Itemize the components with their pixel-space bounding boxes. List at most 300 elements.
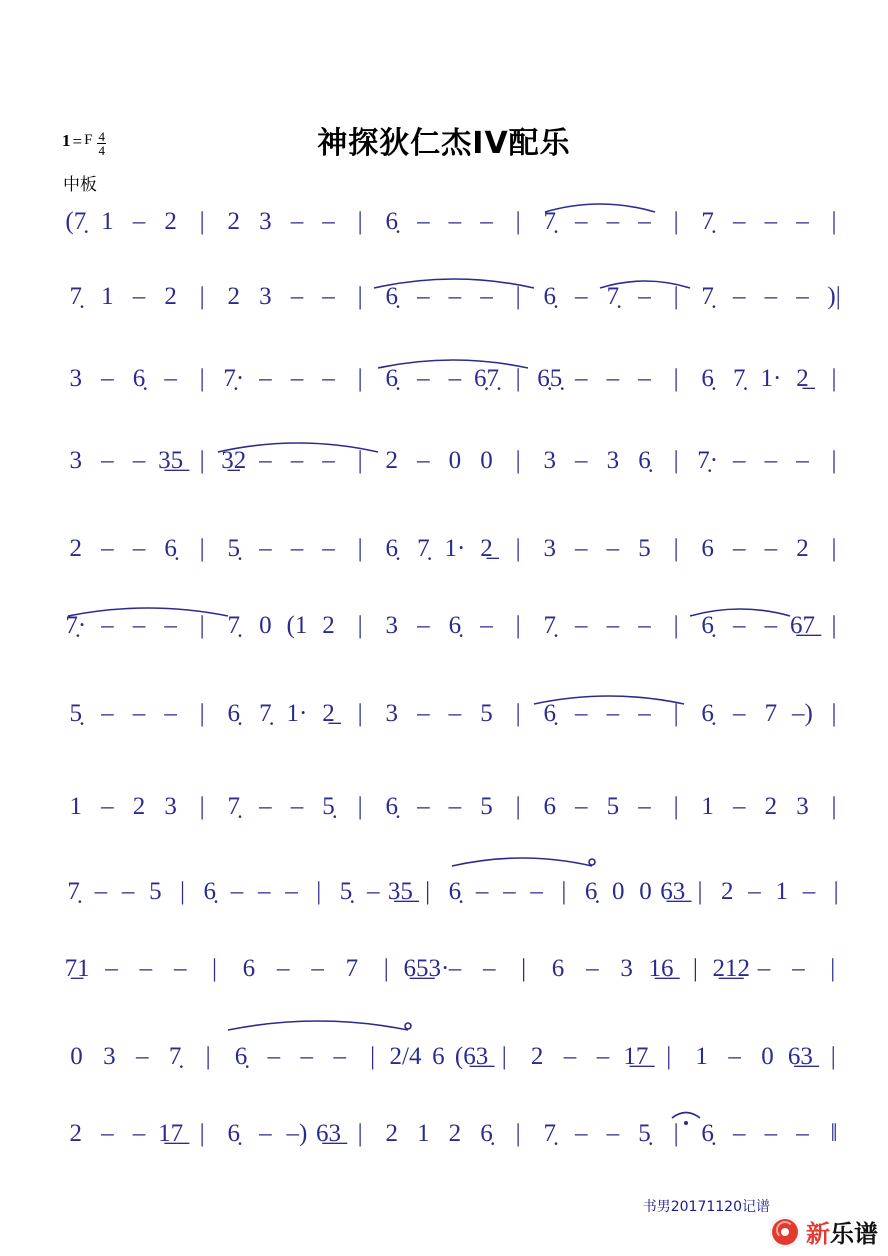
note-cell: – [259,447,272,474]
note-cell: 3 [259,283,272,310]
barline: | [515,700,521,727]
note-cell: – [575,793,588,820]
site-logo-text-right: 乐谱 [830,1220,878,1248]
note-cell: 7̣ [701,283,714,310]
key-sig-one: 1 [62,131,71,150]
barline: | [199,612,205,639]
barline: ‖ [830,1120,838,1147]
note-cell: – [575,612,588,639]
note-cell: – [575,535,588,562]
barline: | [830,955,836,982]
note-cell: 5̣ [227,535,241,562]
note-cell: – [322,283,335,310]
note-cell: 3̲2 [221,447,247,474]
barline: | [357,447,363,474]
note-cell: 1 [101,283,114,310]
note-cell: 2 [764,793,778,820]
note-cell: 7̣ [701,208,714,235]
note-cell: – [173,955,187,982]
note-cell: – [733,535,746,562]
note-cell: – [757,955,771,982]
note-cell: 3 [259,208,272,235]
note-cell: – [586,955,599,982]
note-cell: – [417,208,430,235]
barline: | [515,447,521,474]
note-cell: 5̣ [339,878,353,905]
note-cell: 1 [701,793,714,820]
note-cell: – [448,793,462,820]
note-cell: – [733,1120,746,1147]
note-cell: 6̲5̲3· [403,955,450,982]
note-cell: – [322,535,335,562]
barline: | [515,535,521,562]
note-cell: 0 [259,612,272,639]
score-line [60,283,850,327]
note-cell: 6 [551,955,565,982]
barline: | [199,1120,205,1147]
note-cell: – [132,208,146,235]
note-cell: – [606,612,620,639]
note-cell: 6 [543,793,556,820]
note-cell: – [132,1120,146,1147]
note-cell: 6 [432,1043,445,1070]
note-cell: 7 [764,700,778,727]
note-cell: – [796,208,809,235]
score-line [60,1120,850,1164]
note-cell: 5̣ [638,1120,651,1147]
note-cell: 6̣ [638,447,651,474]
score-line [60,447,850,491]
note-cell: 1̲6̲ [648,955,674,982]
note-cell: 6̣ [385,283,398,310]
note-cell: 1̲7̲ [158,1120,184,1147]
note-cell: – [105,955,118,982]
barline: | [673,208,679,235]
note-cell: – [448,208,462,235]
barline: | [316,878,322,905]
note-cell: 7̣· [223,365,245,392]
barline: | [515,208,521,235]
note-cell: 3 [69,447,83,474]
barline: | [521,955,527,982]
barline: | [383,955,389,982]
note-cell: 3 [164,793,177,820]
note-cell: – [796,283,809,310]
note-cell: – [606,365,620,392]
note-cell: 6̣ [227,700,241,727]
note-cell: – [575,447,588,474]
note-cell: 5 [480,793,493,820]
note-cell: – [164,612,177,639]
note-cell: 2 [227,208,241,235]
barline: | [515,612,521,639]
note-cell: 1̲7̲ [623,1043,649,1070]
note-cell: – [475,878,489,905]
note-cell: 6̣ [480,1120,493,1147]
note-cell: – [748,878,761,905]
time-signature-numerator: 4 [98,129,105,144]
barline: | [831,208,837,235]
note-cell: – [802,878,816,905]
note-cell: 6̣ [385,365,398,392]
note-cell: – [101,365,114,392]
note-cell: – [638,793,651,820]
note-cell: 6 [701,535,714,562]
note-cell: – [132,612,146,639]
note-cell: – [417,447,430,474]
note-cell: 2 [530,1043,544,1070]
note-cell: 3̲5̲ [158,447,184,474]
barline: | [199,535,205,562]
note-cell: – [132,447,146,474]
note-cell: – [728,1043,741,1070]
note-cell: – [290,447,304,474]
note-cell: – [448,955,462,982]
note-cell: 2 [796,535,809,562]
note-cell: 2 [448,1120,462,1147]
barline: | [501,1043,507,1070]
note-cell: 2̲1̲2 [712,955,751,982]
note-cell: – [638,700,651,727]
note-cell: 7̣· [65,612,87,639]
barline: | [673,447,679,474]
note-cell: 6̣ [234,1043,248,1070]
page-title: 神探狄仁杰IV配乐 [317,126,571,161]
note-cell: – [101,1120,114,1147]
note-cell: 0 [761,1043,774,1070]
note-cell: – [101,700,114,727]
note-cell: – [575,208,588,235]
barline: | [357,793,363,820]
note-cell: – [417,283,430,310]
note-cell: 7̣ [606,283,620,310]
note-cell: 3 [69,365,83,392]
note-cell: 6 [242,955,256,982]
note-cell: – [259,365,272,392]
note-cell: 2 [164,208,177,235]
note-cell: 3 [620,955,633,982]
note-cell: 3 [103,1043,116,1070]
note-cell: – [638,208,651,235]
barline: | [831,700,837,727]
note-cell: 6̣ [164,535,177,562]
note-cell: – [230,878,244,905]
note-cell: – [530,878,543,905]
note-cell: (6̲3̲ [454,1043,489,1070]
note-cell: 3 [796,793,809,820]
note-cell: – [417,365,430,392]
note-cell: – [136,1043,149,1070]
note-cell: – [480,283,493,310]
note-cell: 2 [720,878,734,905]
note-cell: 6̣5̣ [537,365,563,392]
note-cell: 7̣ [227,793,241,820]
score-line [60,612,850,656]
note-cell: 2 [385,1120,398,1147]
note-cell: 6̣ [701,1120,714,1147]
site-logo [770,1214,878,1249]
note-cell: 2 [132,793,146,820]
site-logo-text-left: 新 [806,1220,830,1248]
note-cell: 3 [385,612,398,639]
note-cell: – [101,447,114,474]
note-cell: 6̲3̲ [660,878,686,905]
barline: | [697,878,703,905]
note-cell: 0 [480,447,493,474]
note-cell: – [258,878,271,905]
note-cell: – [259,535,272,562]
note-cell: – [563,1043,577,1070]
note-cell: – [121,878,135,905]
note-cell: – [764,1120,778,1147]
note-cell: 5 [480,700,493,727]
note-cell: 1· [286,700,308,727]
barline: | [831,612,837,639]
note-cell: – [101,793,114,820]
note-cell: – [290,208,304,235]
note-cell: – [448,700,462,727]
note-cell: – [300,1043,314,1070]
note-cell: – [733,208,746,235]
note-cell: – [290,793,304,820]
barline: | [199,447,205,474]
barline: | [199,700,205,727]
note-cell: 6̣ [701,365,714,392]
note-cell: – [606,1120,620,1147]
note-cell: –) [792,700,813,727]
barline: | [357,612,363,639]
note-cell: 2 [322,612,335,639]
note-cell: 6̲3̲ [316,1120,342,1147]
note-cell: 6̣ [701,612,714,639]
note-cell: 6̣ [385,793,398,820]
note-cell: 1 [101,208,114,235]
score-line [60,1043,850,1087]
note-cell: 6̣ [448,878,462,905]
note-cell: 3 [543,535,556,562]
note-cell: – [764,447,778,474]
note-cell: 6̣ [584,878,598,905]
barline: | [830,1043,836,1070]
note-cell: 7̣ [227,612,241,639]
barline: | [199,208,205,235]
barline: | [692,955,698,982]
note-cell: – [764,283,778,310]
note-cell: – [764,612,778,639]
barline: | [833,878,839,905]
barline: | [357,283,363,310]
note-cell: 7̣ [417,535,430,562]
note-cell: 7̣ [69,283,83,310]
note-cell: – [448,365,462,392]
time-signature-denominator: 4 [98,143,105,158]
transcription-credit: 书男20171120记谱 [642,1199,770,1215]
note-cell: 6̣ [543,700,556,727]
note-cell: 1 [695,1043,708,1070]
note-cell: 7̣ [543,612,556,639]
note-cell: – [796,447,809,474]
note-cell: 6̲7̲ [789,612,815,639]
note-cell: – [132,535,146,562]
note-cell: 0 [70,1043,83,1070]
note-cell: 2 [69,535,83,562]
note-cell: 1 [775,878,788,905]
score-line [60,208,850,252]
note-cell: 7 [345,955,359,982]
note-cell: – [575,365,588,392]
barline: | [357,365,363,392]
barline: | [199,283,205,310]
note-cell: 7̣· [697,447,719,474]
note-cell: – [638,612,651,639]
note-cell: 6̣ [227,1120,241,1147]
note-cell: 6̣ [385,208,398,235]
barline: | [212,955,218,982]
barline: | [673,700,679,727]
note-cell: 5 [149,878,162,905]
note-cell: 7̣ [543,1120,556,1147]
note-cell: – [606,535,620,562]
note-cell: 6̣7̣ [474,365,500,392]
note-cell: 7̣ [67,878,80,905]
barline: | [831,447,837,474]
note-cell: – [606,700,620,727]
note-cell: 6̣ [701,700,714,727]
note-cell: – [792,955,805,982]
note-cell: – [606,208,620,235]
barline: | [425,878,431,905]
note-cell: – [417,612,430,639]
note-cell: – [101,535,114,562]
note-cell: (1 [286,612,308,639]
note-cell: 2̲ [322,700,335,727]
note-cell: – [322,447,335,474]
note-cell: 7̣ [168,1043,182,1070]
barline: | [515,365,521,392]
note-cell: – [575,283,588,310]
barline: | [357,535,363,562]
barline: | [515,283,521,310]
note-cell: – [290,535,304,562]
note-cell: – [638,283,651,310]
note-cell: – [575,700,588,727]
key-sig-key: F [84,132,93,148]
note-cell: 5 [606,793,620,820]
note-cell: – [259,793,272,820]
note-cell: 1 [69,793,83,820]
note-cell: 5 [638,535,651,562]
note-cell: 3̲5̲ [387,878,413,905]
score-line [60,535,850,579]
barline: | [831,793,837,820]
note-cell: – [94,878,108,905]
note-cell: 6̣ [132,365,146,392]
note-cell: – [417,700,430,727]
note-cell: 0 [612,878,625,905]
score-line [60,955,850,999]
score-line [60,365,850,409]
note-cell: – [764,535,778,562]
note-cell: 0 [639,878,652,905]
barline: | [831,535,837,562]
note-cell: 2/4 [389,1043,422,1070]
note-cell: (7̣ [65,208,87,235]
note-cell: 1· [444,535,466,562]
note-cell: 1 [417,1120,430,1147]
barline: | [357,700,363,727]
note-cell: 6̲3̲ [787,1043,813,1070]
score-line [60,878,850,922]
barline: | [561,878,567,905]
note-cell: – [290,365,304,392]
note-cell: – [139,955,153,982]
note-cell: – [322,208,335,235]
note-cell: 6̣ [385,535,398,562]
note-cell: – [290,283,304,310]
site-logo-text [806,1214,878,1249]
note-cell: 7̣ [259,700,272,727]
note-cell: – [733,447,746,474]
barline: | [673,535,679,562]
note-cell: 7̣ [543,208,556,235]
note-cell: – [733,612,746,639]
note-cell: – [267,1043,281,1070]
barline: | [673,1120,679,1147]
barline: | [199,365,205,392]
note-cell: – [503,878,516,905]
note-cell: – [259,1120,272,1147]
note-cell: 7̣ [733,365,746,392]
barline: | [205,1043,211,1070]
note-cell: – [333,1043,346,1070]
barline: | [357,1120,363,1147]
barline: | [515,793,521,820]
note-cell: 5̣ [322,793,335,820]
note-cell: – [311,955,324,982]
note-cell: – [285,878,298,905]
note-cell: – [796,1120,809,1147]
note-cell: – [733,700,746,727]
note-cell: – [575,1120,588,1147]
note-cell: – [733,283,746,310]
note-cell: 0 [448,447,462,474]
note-cell: – [448,283,462,310]
note-cell: 1· [760,365,782,392]
barline: | [199,793,205,820]
note-cell: – [164,365,177,392]
barline: | [673,365,679,392]
note-cell: 6̣ [543,283,556,310]
barline: )| [827,283,841,310]
note-cell: – [480,208,493,235]
record-disc-icon [770,1217,800,1247]
note-cell: 2̲ [480,535,493,562]
barline: | [673,793,679,820]
barline: | [666,1043,672,1070]
note-cell: 2 [227,283,241,310]
note-cell: – [366,878,380,905]
note-cell: – [480,612,493,639]
note-cell: – [733,793,746,820]
barline: | [673,612,679,639]
note-cell: 2 [164,283,177,310]
note-cell: – [132,283,146,310]
note-cell: – [322,365,335,392]
note-cell: 7̲1 [64,955,90,982]
note-cell: 2 [69,1120,83,1147]
barline: | [370,1043,376,1070]
note-cell: – [596,1043,610,1070]
